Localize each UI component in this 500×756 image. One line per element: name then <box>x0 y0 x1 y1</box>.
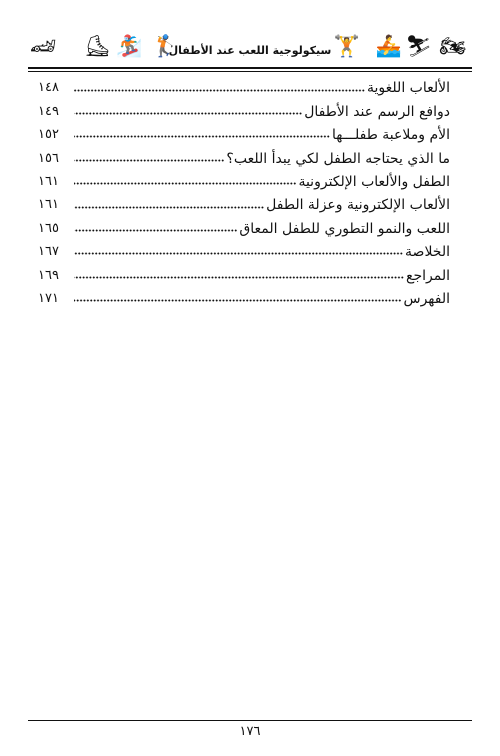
snowboarder-icon: 🏂 <box>116 34 143 58</box>
toc-entry-page: ١٥٦ <box>38 150 59 166</box>
header-rule-thick <box>28 67 472 69</box>
toc-entry <box>38 285 450 308</box>
skater-icon: ⛸ <box>84 34 111 58</box>
toc-entry-page: ١٧١ <box>38 290 59 306</box>
toc-entry-page: ١٦١ <box>38 197 59 213</box>
header-rule-thin <box>28 71 472 72</box>
weightlifter-icon: 🏋 <box>333 34 360 58</box>
toc-entry-page: ١٦١ <box>38 173 59 189</box>
toc-entry-title: المراجع <box>406 267 450 284</box>
running-header <box>28 28 472 68</box>
dot-leader <box>74 134 330 140</box>
dot-leader <box>74 87 365 93</box>
motorcycle-icon: 🏍 <box>439 34 466 58</box>
toc-entry-page: ١٥٢ <box>38 127 59 143</box>
table-of-contents <box>38 74 450 308</box>
toc-entry-page: ١٦٧ <box>38 244 59 260</box>
toc-entry <box>38 168 450 191</box>
dot-leader <box>74 275 404 281</box>
toc-entry-page: ١٦٥ <box>38 220 59 236</box>
toc-entry-title: اللعب والنمو التطوري للطفل المعاق <box>239 220 450 237</box>
race-car-icon: 🏎 <box>30 34 57 58</box>
toc-entry-title: الخلاصة <box>405 244 450 261</box>
page-number: ١٧٦ <box>239 724 261 739</box>
toc-entry-page: ١٤٨ <box>38 80 59 96</box>
dot-leader <box>74 298 401 304</box>
golfer-icon: 🏌 <box>152 34 179 58</box>
dot-leader <box>74 181 296 187</box>
toc-entry-title: ما الذي يحتاجه الطفل لكي يبدأ اللعب؟ <box>226 150 450 167</box>
toc-entry-title: الألعاب اللغوية <box>367 80 450 97</box>
dot-leader <box>74 204 264 210</box>
toc-entry-title: الطفل والألعاب الإلكترونية <box>298 173 450 190</box>
toc-entry <box>38 214 450 237</box>
toc-entry-page: ١٦٩ <box>38 267 59 283</box>
dot-leader <box>74 251 403 257</box>
toc-entry-title: الفهرس <box>403 290 450 307</box>
footer-rule <box>28 720 472 721</box>
dot-leader <box>74 228 237 234</box>
toc-entry <box>38 238 450 261</box>
rower-icon: 🚣 <box>375 34 402 58</box>
toc-entry <box>38 97 450 120</box>
book-title: سيكولوجية اللعب عند الأطفال <box>168 44 332 57</box>
toc-entry-title: الأم وملاعبة طفلـــها <box>331 127 450 144</box>
toc-entry <box>38 121 450 144</box>
toc-entry-title: الألعاب الإلكترونية وعزلة الطفل <box>266 197 450 214</box>
dot-leader <box>74 111 302 117</box>
toc-entry <box>38 261 450 284</box>
toc-entry <box>38 74 450 97</box>
skier-icon: ⛷ <box>405 34 432 58</box>
dot-leader <box>74 158 224 164</box>
toc-entry-title: دوافع الرسم عند الأطفال <box>304 103 450 120</box>
toc-entry-page: ١٤٩ <box>38 103 59 119</box>
toc-entry <box>38 144 450 167</box>
toc-entry <box>38 191 450 214</box>
